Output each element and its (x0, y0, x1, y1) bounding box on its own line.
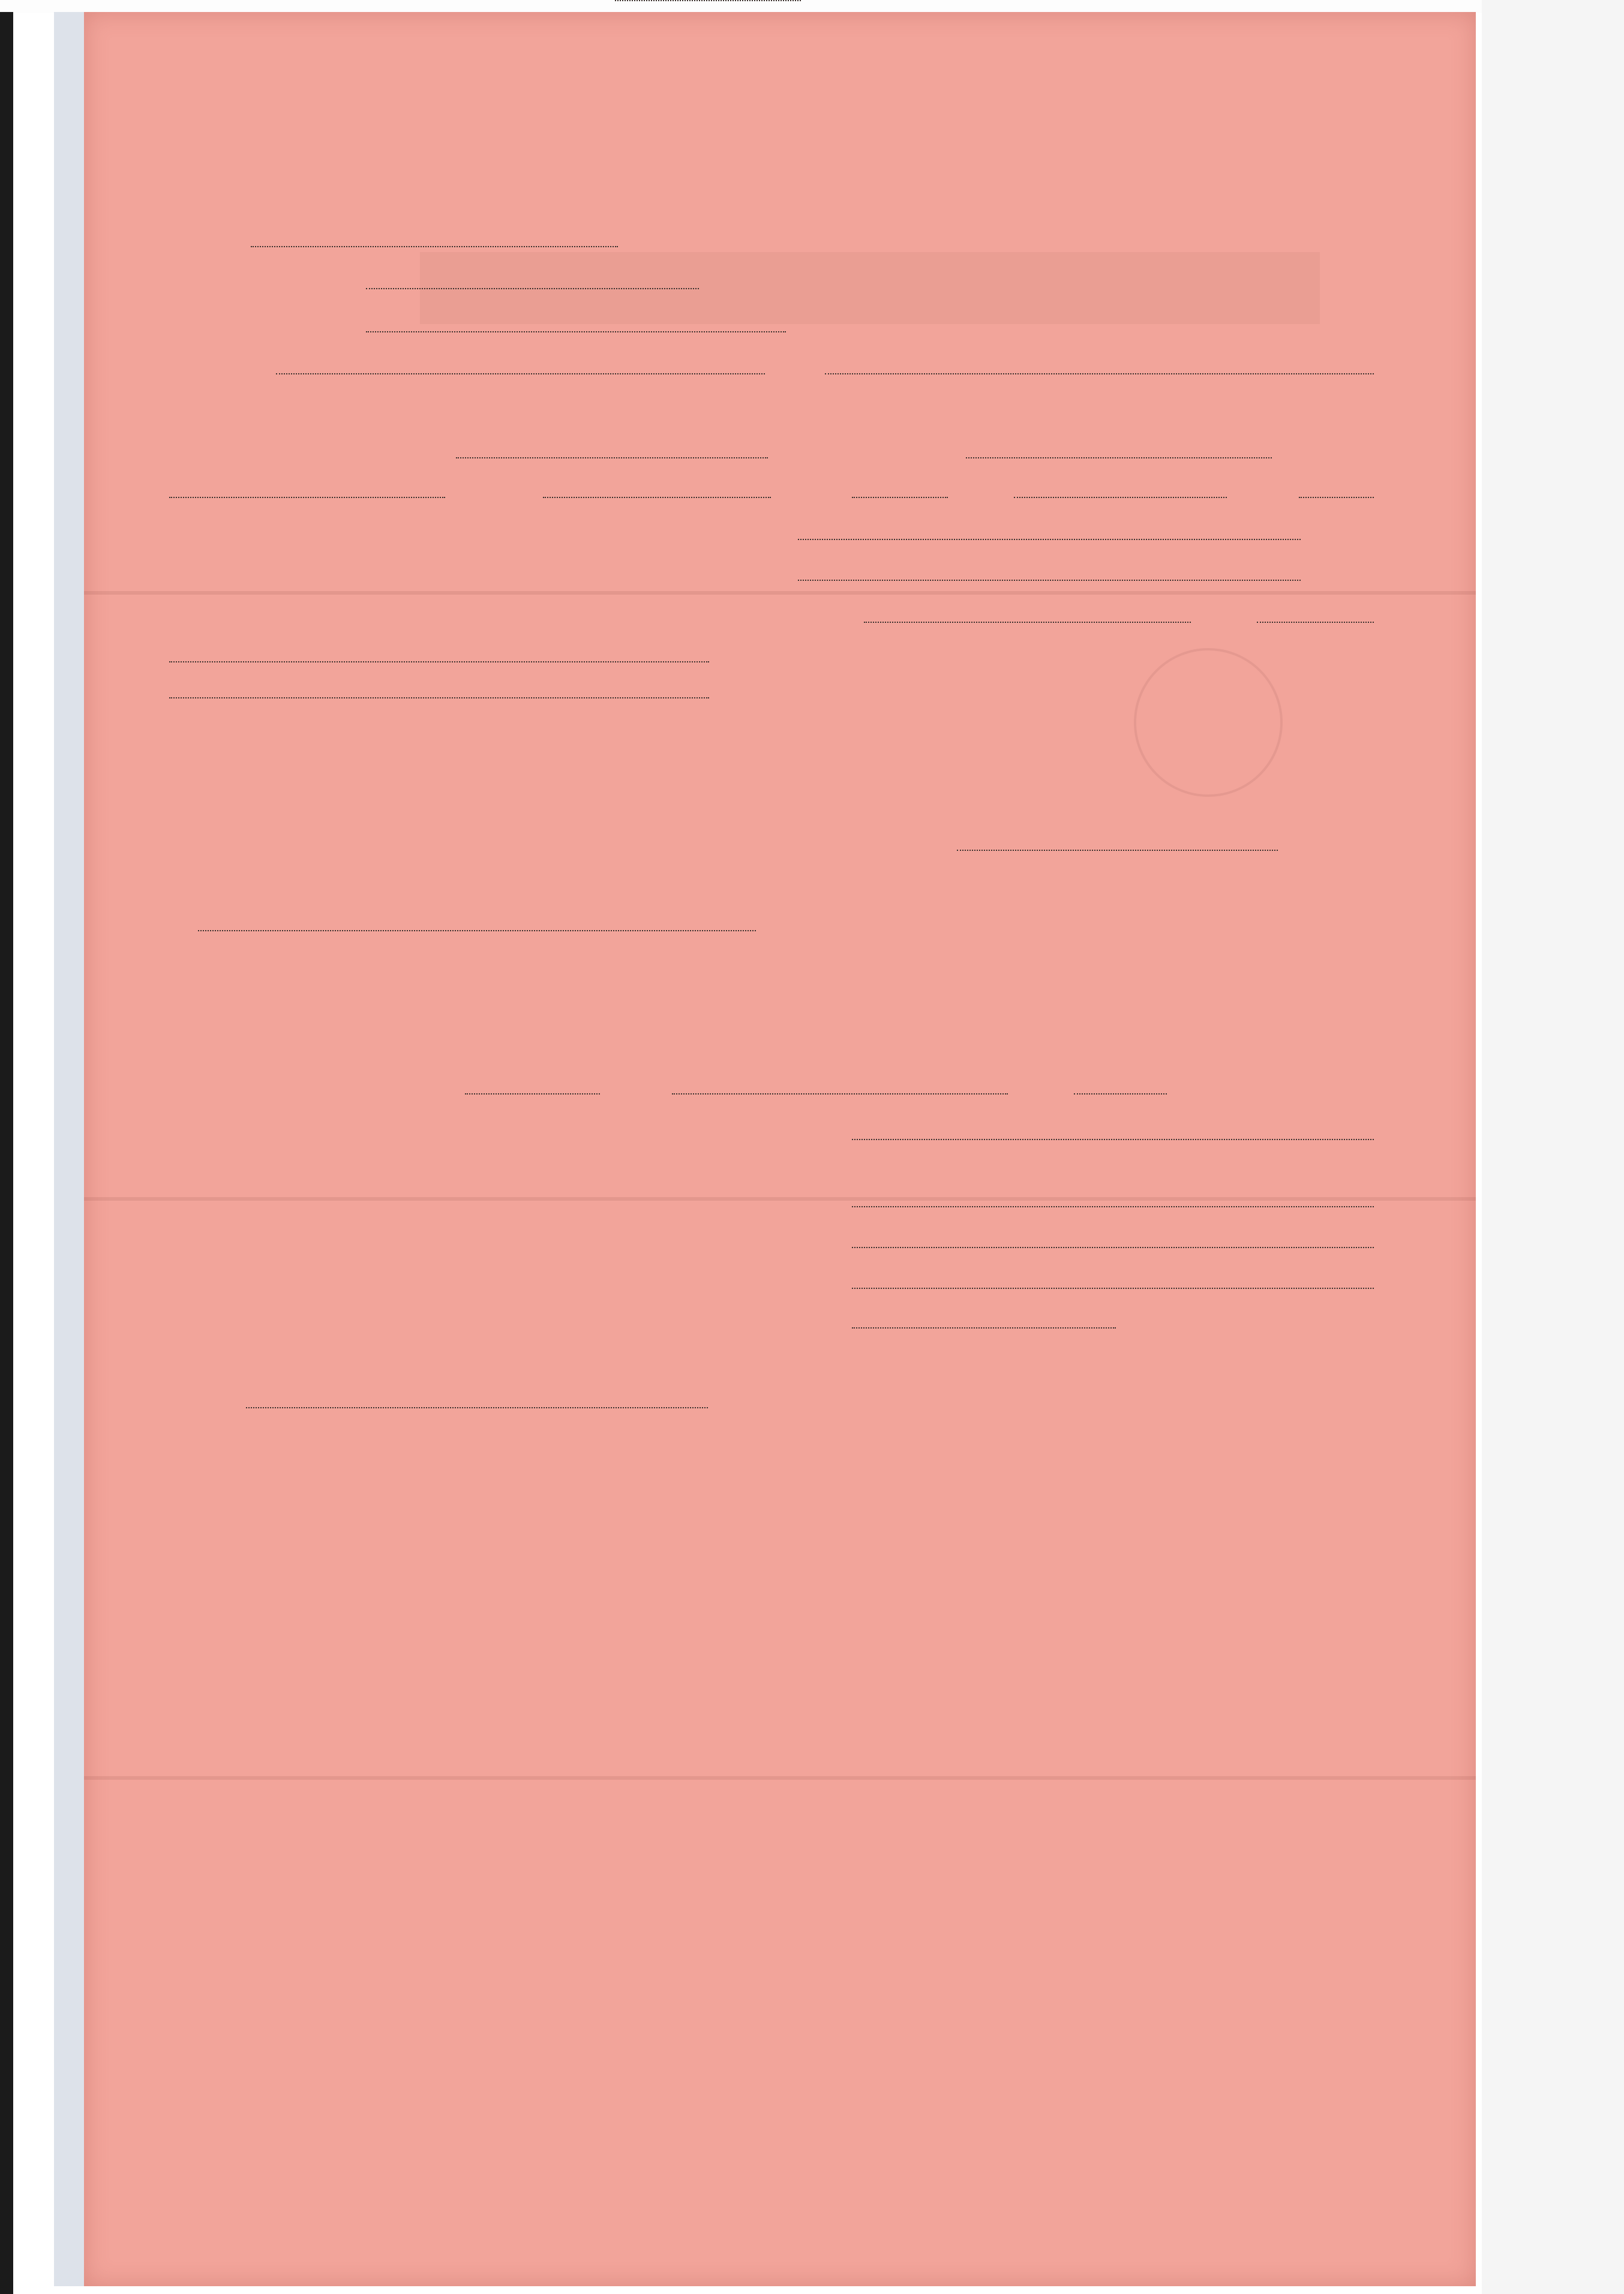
witness-year-line (1074, 1093, 1167, 1094)
month-line (1014, 497, 1227, 498)
paper-edge-strip (54, 12, 87, 2286)
officer-line (366, 331, 786, 332)
report-applicant-line (198, 930, 756, 931)
affiant1-line (798, 539, 1301, 540)
witness-day-line (465, 1093, 600, 1094)
sworn-year-line (1257, 622, 1374, 623)
judge-title-line (169, 697, 709, 698)
year-line (1299, 497, 1374, 498)
county2-line (169, 497, 445, 498)
witness1-line (276, 373, 765, 374)
commissioner1-line (852, 1139, 1374, 1140)
scan-background-left (0, 12, 13, 2294)
fold-crease-lower (84, 1776, 1476, 1780)
day-line (852, 497, 948, 498)
bleed-through-stamp (1134, 648, 1283, 797)
witness-month-line (672, 1093, 1008, 1094)
report-county-line (957, 850, 1278, 851)
affiant2-line (798, 580, 1301, 581)
clerk-signature-line (246, 1407, 708, 1408)
state2-line (543, 497, 771, 498)
fold-crease-middle (84, 1197, 1476, 1201)
scan-background-top (0, 0, 1624, 13)
fold-crease-upper (84, 591, 1476, 595)
deceased-line (456, 457, 768, 458)
judge-signature-line (169, 661, 709, 662)
scan-background-right (1482, 0, 1624, 2294)
place-line (966, 457, 1272, 458)
witness2-line (825, 373, 1374, 374)
state-line (251, 246, 618, 247)
county-line (366, 288, 699, 289)
sworn-day-line (615, 0, 801, 1)
pension-form-sheet (84, 12, 1476, 2286)
commissioner5-line (852, 1327, 1116, 1329)
commissioner2-line (852, 1206, 1374, 1207)
commissioner3-line (852, 1247, 1374, 1248)
commissioner4-line (852, 1288, 1374, 1289)
sworn-month-line (864, 622, 1191, 623)
